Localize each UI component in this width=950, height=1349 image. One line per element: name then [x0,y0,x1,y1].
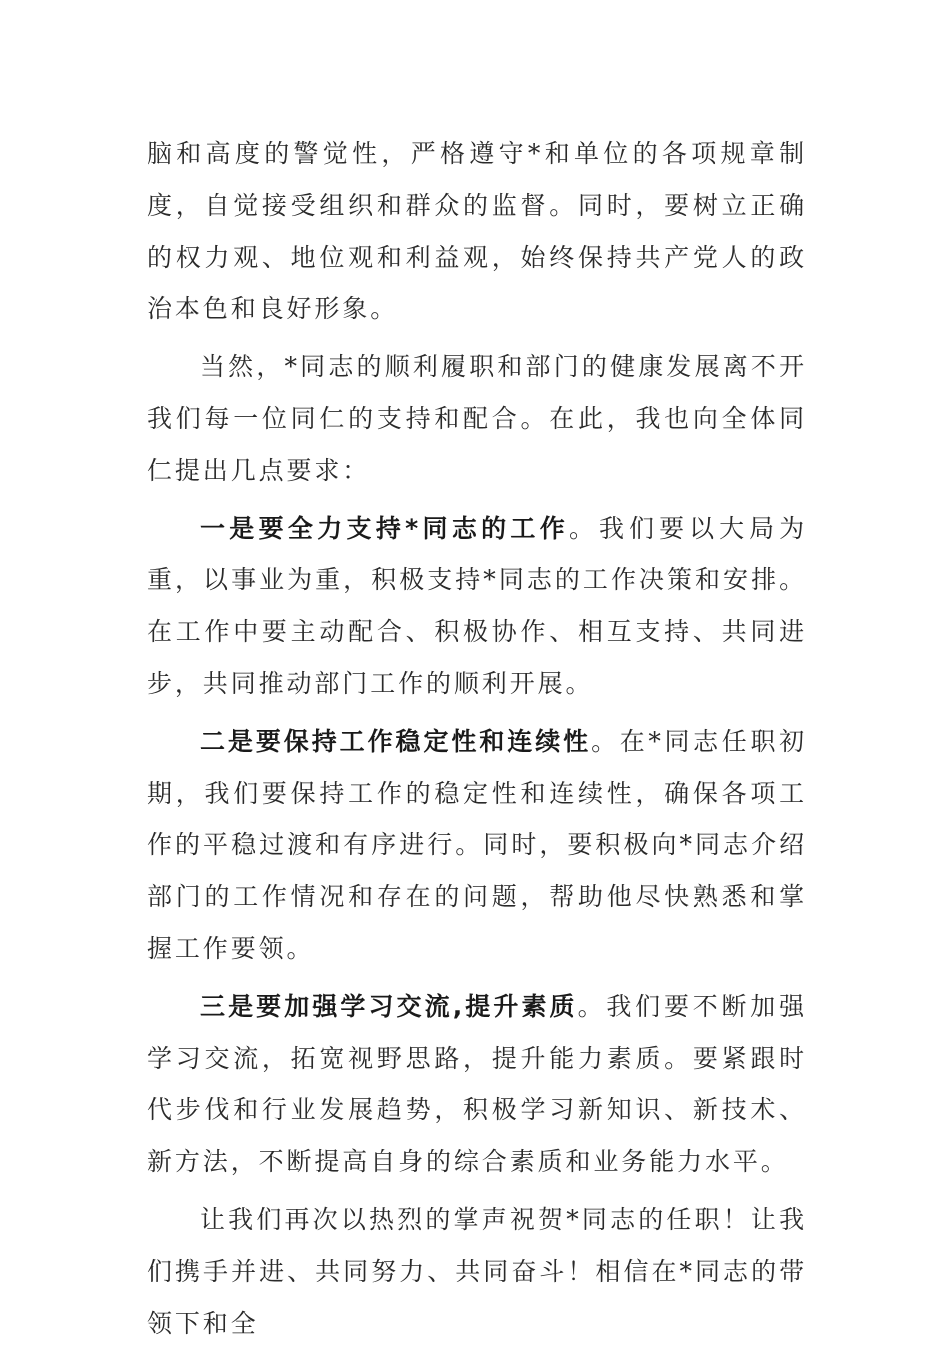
paragraph-continuation [147,128,807,335]
paragraph-text: 让我们再次以热烈的掌声祝贺*同志的任职！让我们携手并进、共同努力、共同奋斗！相信在*同志的带领下和全 [147,1204,807,1338]
paragraph-requirement-three [147,981,807,1188]
paragraph-lead-heading: 三是要加强学习交流,提升素质 [200,991,578,1021]
paragraph-requirement-one [147,503,807,710]
paragraph-requirement-two [147,716,807,975]
paragraph-requirements-intro [147,341,807,496]
paragraph-text: 。我们要以大局为重，以事业为重，积极支持*同志的工作决策和安排。在工作中要主动配合、积极协作、相互支持、共同进步，共同推动部门工作的顺利开展。 [147,513,807,698]
paragraph-closing [147,1194,807,1349]
paragraph-lead-heading: 二是要保持工作稳定性和连续性 [200,726,592,756]
paragraph-lead-heading: 一是要全力支持*同志的工作 [200,513,570,543]
paragraph-text: 脑和高度的警觉性，严格遵守*和单位的各项规章制度，自觉接受组织和群众的监督。同时，要树立正确的权力观、地位观和利益观，始终保持共产党人的政治本色和良好形象。 [147,139,807,324]
paragraph-text: 当然，*同志的顺利履职和部门的健康发展离不开我们每一位同仁的支持和配合。在此，我也向全体同仁提出几点要求： [147,352,807,485]
paragraph-text: 。我们要不断加强学习交流，拓宽视野思路，提升能力素质。要紧跟时代步伐和行业发展趋势，积极学习新知识、新技术、新方法，不断提高自身的综合素质和业务能力水平。 [147,991,807,1177]
document-body [147,128,807,1349]
paragraph-text: 。在*同志任职初期，我们要保持工作的稳定性和连续性，确保各项工作的平稳过渡和有序进行。同时，要积极向*同志介绍部门的工作情况和存在的问题，帮助他尽快熟悉和掌握工作要领。 [147,726,807,963]
